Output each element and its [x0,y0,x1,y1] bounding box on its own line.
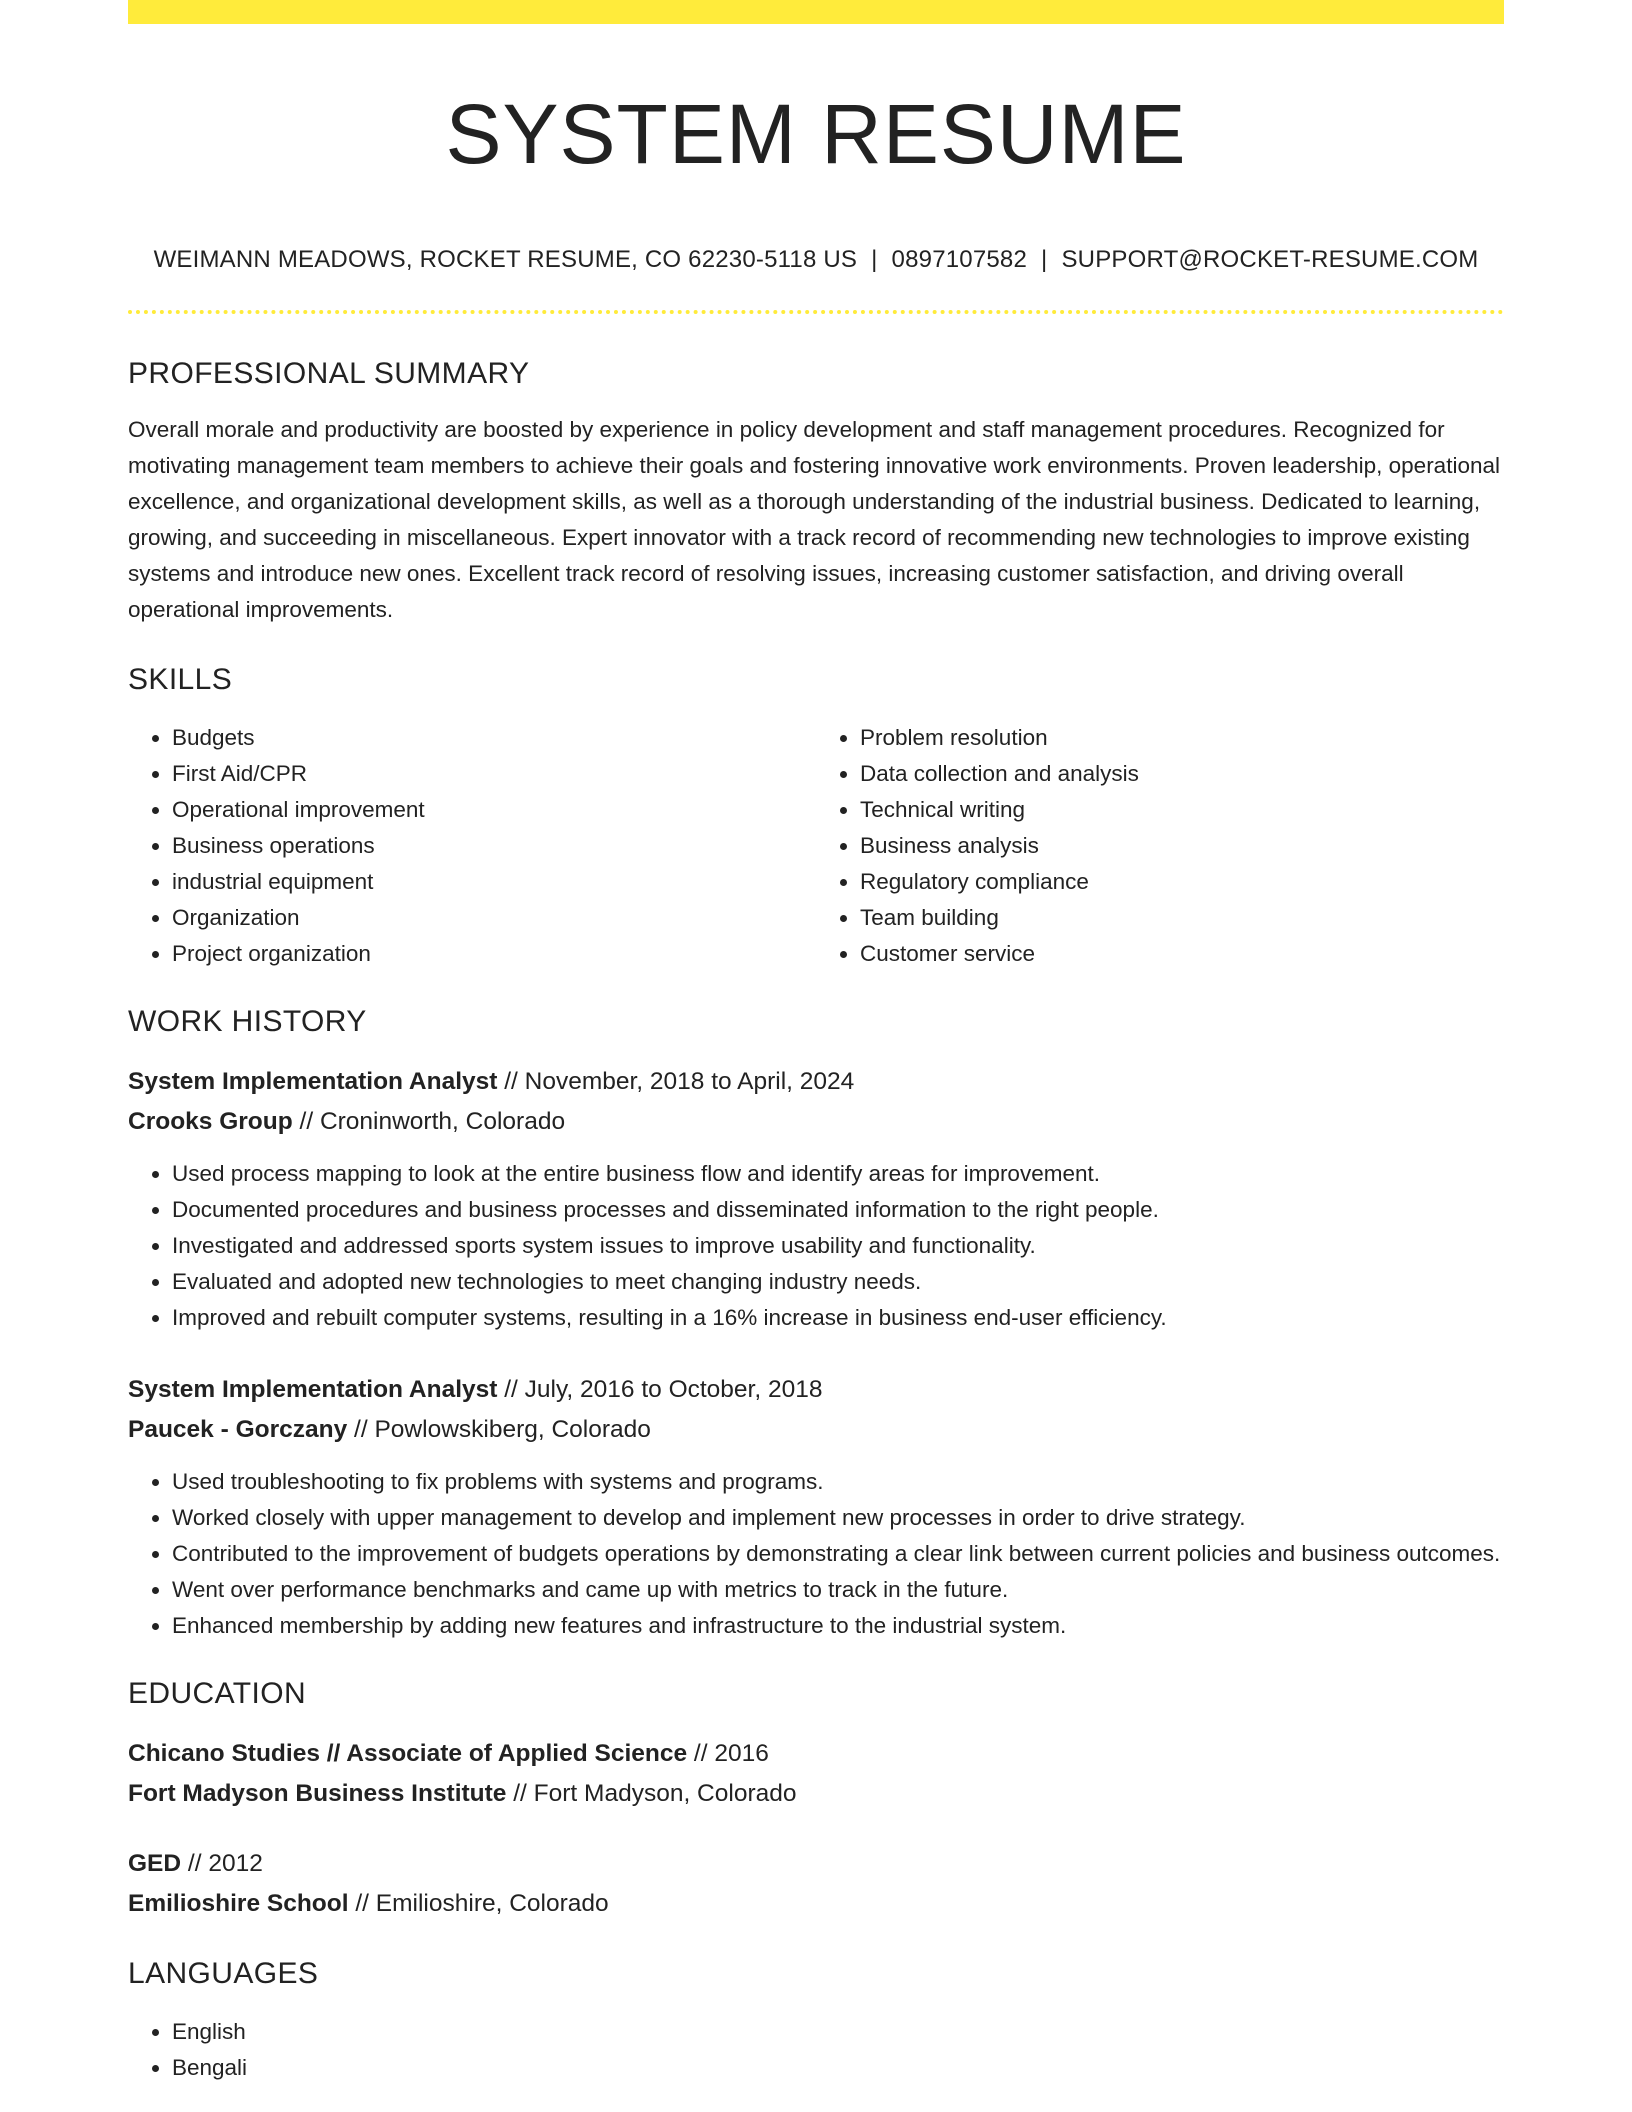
job-bullet: • Documented procedures and business processes and disseminated information to the right people. [172,1192,1504,1228]
job-company-line [128,1410,1504,1450]
skill-item: • Regulatory compliance [860,864,1504,900]
language-item: • Bengali [172,2050,1504,2086]
education-school: Fort Madyson Business Institute [128,1780,507,1807]
education-entry [128,1734,1504,1814]
job-bullet: • Used process mapping to look at the entire business flow and identify areas for improvement. [172,1156,1504,1192]
job-title: System Implementation Analyst [128,1376,498,1403]
education-location: // Fort Madyson, Colorado [506,1780,797,1807]
skill-item: • industrial equipment [172,864,816,900]
contact-address: WEIMANN MEADOWS, ROCKET RESUME, CO 62230-5118 US [153,246,858,273]
skills-column-left [128,720,816,972]
skill-item: • Technical writing [860,792,1504,828]
job-bullets [128,1464,1504,1644]
skills-heading: SKILLS [128,663,233,696]
job-bullet: • Investigated and addressed sports system issues to improve usability and functionality. [172,1228,1504,1264]
job-bullet: • Used troubleshooting to fix problems with systems and programs. [172,1464,1504,1500]
job-company-line [128,1102,1504,1142]
summary-heading: PROFESSIONAL SUMMARY [128,357,530,390]
education-degree: GED [128,1850,182,1877]
dotted-divider [128,310,1504,314]
skill-item: • Project organization [172,936,816,972]
job-dates: // July, 2016 to October, 2018 [497,1376,823,1403]
contact-line [128,244,1504,276]
job-title-line [128,1370,1504,1410]
education-degree-line [128,1734,1504,1774]
skill-item: • Data collection and analysis [860,756,1504,792]
education-heading: EDUCATION [128,1677,307,1710]
job-location: // Powlowskiberg, Colorado [347,1416,651,1443]
skill-item: • Customer service [860,936,1504,972]
skill-item: • Business operations [172,828,816,864]
skill-item: • Organization [172,900,816,936]
education-year: // 2016 [687,1740,769,1767]
resume-title: SYSTEM RESUME [445,87,1187,181]
education-location: // Emilioshire, Colorado [348,1890,609,1917]
skills-list [128,720,1504,972]
contact-phone: 0897107582 [891,246,1028,273]
job-location: // Croninworth, Colorado [292,1108,566,1135]
language-item: • English [172,2014,1504,2050]
skill-item: • Business analysis [860,828,1504,864]
education-degree: Chicano Studies // Associate of Applied Science [128,1740,688,1767]
skill-item: • First Aid/CPR [172,756,816,792]
education-year: // 2012 [181,1850,263,1877]
job-bullet: • Enhanced membership by adding new features and infrastructure to the industrial system. [172,1608,1504,1644]
job-entry [128,1062,1504,1336]
education-entry [128,1844,1504,1924]
work-history-heading: WORK HISTORY [128,1005,367,1038]
languages-list [128,2014,1504,2086]
skill-item: • Team building [860,900,1504,936]
job-entry [128,1370,1504,1644]
job-title-line [128,1062,1504,1102]
job-bullet: • Worked closely with upper management to develop and implement new processes in order to drive strategy. [172,1500,1504,1536]
contact-separator: | [1041,246,1048,273]
education-school-line [128,1774,1504,1814]
contact-email: SUPPORT@ROCKET-RESUME.COM [1061,246,1479,273]
job-bullet: • Contributed to the improvement of budgets operations by demonstrating a clear link between current policies and business outcomes. [172,1536,1504,1572]
job-title: System Implementation Analyst [128,1068,498,1095]
job-bullet: • Improved and rebuilt computer systems, resulting in a 16% increase in business end-user efficiency. [172,1300,1504,1336]
skill-item: • Budgets [172,720,816,756]
contact-separator: | [871,246,878,273]
education-degree-line [128,1844,1504,1884]
skill-item: • Operational improvement [172,792,816,828]
education-school: Emilioshire School [128,1890,349,1917]
skills-column-right [816,720,1504,972]
education-school-line [128,1884,1504,1924]
accent-top-bar [128,0,1504,24]
job-company: Crooks Group [128,1108,293,1135]
job-bullets [128,1156,1504,1336]
job-bullet: • Evaluated and adopted new technologies to meet changing industry needs. [172,1264,1504,1300]
job-company: Paucek - Gorczany [128,1416,348,1443]
job-dates: // November, 2018 to April, 2024 [497,1068,855,1095]
job-bullet: • Went over performance benchmarks and came up with metrics to track in the future. [172,1572,1504,1608]
languages-heading: LANGUAGES [128,1957,319,1990]
resume-page [128,0,1504,2086]
summary-text: Overall morale and productivity are boosted by experience in policy development and staff management procedures. Recognized for motivating management team members to achieve their goals and fostering innovative work environments. Proven leadership, operational excellence, and organizational development skills, as well as a thorough understanding of the industrial business. Dedicated to learning, growing, and succeeding in miscellaneous. Expert innovator with a track record of recommending new technologies to improve existing systems and introduce new ones. Excellent track record of resolving issues, increasing customer satisfaction, and driving overall operational improvements. [128,417,1500,622]
skill-item: • Problem resolution [860,720,1504,756]
